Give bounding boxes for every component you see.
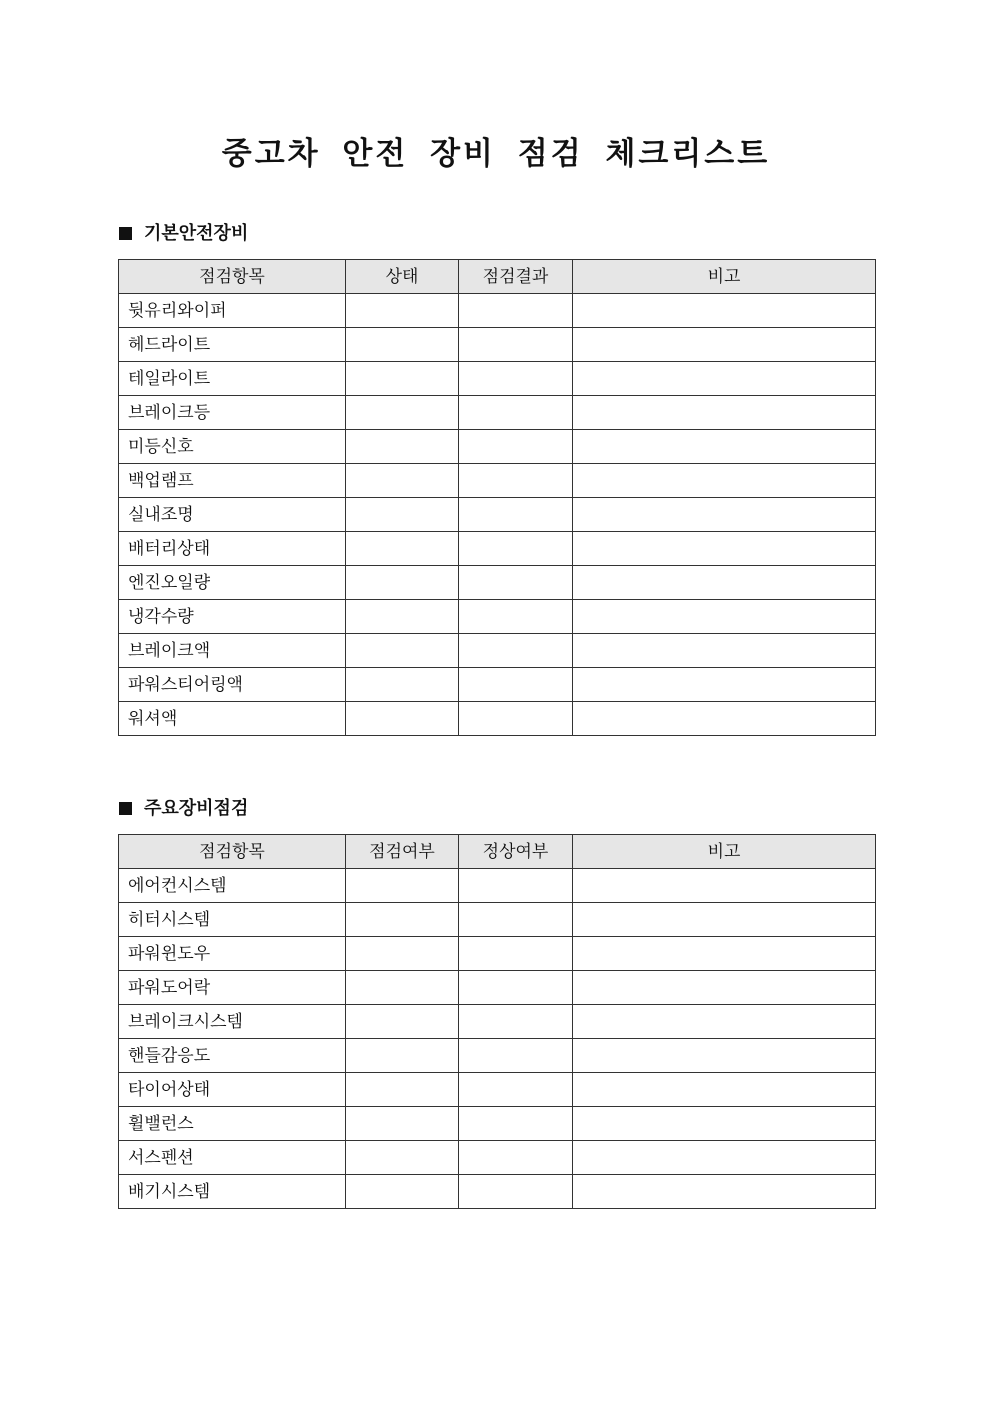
remarks-cell[interactable] [573, 328, 876, 362]
table-row [119, 328, 876, 362]
table-header-row [119, 835, 876, 869]
remarks-cell[interactable] [573, 362, 876, 396]
remarks-cell[interactable] [573, 903, 876, 937]
remarks-cell[interactable] [573, 971, 876, 1005]
check-item-label: 엔진오일량 [119, 566, 346, 600]
check-item-label: 워셔액 [119, 702, 346, 736]
check-item-label: 파워윈도우 [119, 937, 346, 971]
remarks-cell[interactable] [573, 702, 876, 736]
section-heading-basic-safety [119, 222, 248, 246]
check-cell-col3[interactable] [459, 1175, 573, 1209]
column-header-item: 점검항목 [119, 835, 346, 869]
check-cell-col2[interactable] [346, 396, 459, 430]
table-row [119, 903, 876, 937]
check-item-label: 타이어상태 [119, 1073, 346, 1107]
section-heading-label: 주요장비점검 [144, 798, 249, 819]
table-row [119, 362, 876, 396]
remarks-cell[interactable] [573, 396, 876, 430]
check-cell-col3[interactable] [459, 294, 573, 328]
check-item-label: 히터시스템 [119, 903, 346, 937]
check-cell-col3[interactable] [459, 532, 573, 566]
check-item-label: 미등신호 [119, 430, 346, 464]
table-row [119, 668, 876, 702]
table-row [119, 634, 876, 668]
check-cell-col3[interactable] [459, 328, 573, 362]
check-item-label: 서스펜션 [119, 1141, 346, 1175]
remarks-cell[interactable] [573, 1073, 876, 1107]
check-cell-col2[interactable] [346, 668, 459, 702]
check-cell-col2[interactable] [346, 362, 459, 396]
check-cell-col2[interactable] [346, 1107, 459, 1141]
column-header-remarks: 비고 [573, 260, 876, 294]
remarks-cell[interactable] [573, 1107, 876, 1141]
check-item-label: 브레이크액 [119, 634, 346, 668]
square-bullet-icon [119, 802, 132, 815]
check-cell-col2[interactable] [346, 971, 459, 1005]
check-cell-col3[interactable] [459, 430, 573, 464]
check-item-label: 파워스티어링액 [119, 668, 346, 702]
table-row [119, 464, 876, 498]
table-row [119, 600, 876, 634]
table-row [119, 1005, 876, 1039]
check-item-label: 브레이크시스템 [119, 1005, 346, 1039]
check-item-label: 배터리상태 [119, 532, 346, 566]
check-item-label: 배기시스템 [119, 1175, 346, 1209]
check-cell-col3[interactable] [459, 702, 573, 736]
remarks-cell[interactable] [573, 937, 876, 971]
remarks-cell[interactable] [573, 566, 876, 600]
remarks-cell[interactable] [573, 634, 876, 668]
table-row [119, 971, 876, 1005]
check-cell-col2[interactable] [346, 464, 459, 498]
page-title: 중고차 안전 장비 점검 체크리스트 [221, 136, 771, 172]
basic-safety-table [118, 259, 876, 736]
check-cell-col2[interactable] [346, 1073, 459, 1107]
check-cell-col2[interactable] [346, 566, 459, 600]
check-cell-col2[interactable] [346, 600, 459, 634]
column-header-item: 점검항목 [119, 260, 346, 294]
check-cell-col2[interactable] [346, 532, 459, 566]
square-bullet-icon [119, 227, 132, 240]
remarks-cell[interactable] [573, 668, 876, 702]
check-cell-col2[interactable] [346, 702, 459, 736]
check-cell-col3[interactable] [459, 971, 573, 1005]
check-cell-col3[interactable] [459, 634, 573, 668]
check-item-label: 테일라이트 [119, 362, 346, 396]
check-item-label: 파워도어락 [119, 971, 346, 1005]
column-header-result: 점검결과 [459, 260, 573, 294]
table-row [119, 396, 876, 430]
table-row [119, 1039, 876, 1073]
check-cell-col3[interactable] [459, 1073, 573, 1107]
check-cell-col3[interactable] [459, 362, 573, 396]
check-cell-col2[interactable] [346, 328, 459, 362]
check-cell-col2[interactable] [346, 1175, 459, 1209]
table-row [119, 702, 876, 736]
remarks-cell[interactable] [573, 869, 876, 903]
column-header-status: 상태 [346, 260, 459, 294]
table-row [119, 430, 876, 464]
check-cell-col2[interactable] [346, 294, 459, 328]
remarks-cell[interactable] [573, 1175, 876, 1209]
check-cell-col3[interactable] [459, 668, 573, 702]
table-row [119, 498, 876, 532]
remarks-cell[interactable] [573, 532, 876, 566]
check-item-label: 헤드라이트 [119, 328, 346, 362]
check-cell-col3[interactable] [459, 566, 573, 600]
check-cell-col2[interactable] [346, 634, 459, 668]
check-cell-col3[interactable] [459, 903, 573, 937]
check-cell-col2[interactable] [346, 1039, 459, 1073]
check-cell-col3[interactable] [459, 869, 573, 903]
check-cell-col2[interactable] [346, 903, 459, 937]
column-header-checked: 점검여부 [346, 835, 459, 869]
section-heading-main-equipment [119, 797, 248, 821]
check-cell-col3[interactable] [459, 600, 573, 634]
check-cell-col2[interactable] [346, 1141, 459, 1175]
check-cell-col3[interactable] [459, 1107, 573, 1141]
main-equipment-table [118, 834, 876, 1209]
remarks-cell[interactable] [573, 1141, 876, 1175]
section-heading-label: 기본안전장비 [144, 223, 249, 244]
check-cell-col2[interactable] [346, 937, 459, 971]
remarks-cell[interactable] [573, 1005, 876, 1039]
table-row [119, 532, 876, 566]
check-cell-col3[interactable] [459, 1141, 573, 1175]
remarks-cell[interactable] [573, 498, 876, 532]
remarks-cell[interactable] [573, 430, 876, 464]
check-item-label: 냉각수량 [119, 600, 346, 634]
check-item-label: 핸들감응도 [119, 1039, 346, 1073]
check-cell-col3[interactable] [459, 464, 573, 498]
check-cell-col3[interactable] [459, 396, 573, 430]
table-row [119, 1107, 876, 1141]
check-item-label: 뒷유리와이퍼 [119, 294, 346, 328]
check-item-label: 에어컨시스템 [119, 869, 346, 903]
column-header-normal: 정상여부 [459, 835, 573, 869]
column-header-remarks: 비고 [573, 835, 876, 869]
table-row [119, 937, 876, 971]
table-row [119, 1073, 876, 1107]
check-cell-col2[interactable] [346, 1005, 459, 1039]
table-row [119, 1141, 876, 1175]
table-row [119, 294, 876, 328]
table-header-row [119, 260, 876, 294]
table-row [119, 869, 876, 903]
check-cell-col2[interactable] [346, 869, 459, 903]
check-item-label: 백업램프 [119, 464, 346, 498]
table-row [119, 1175, 876, 1209]
remarks-cell[interactable] [573, 294, 876, 328]
check-cell-col2[interactable] [346, 430, 459, 464]
remarks-cell[interactable] [573, 464, 876, 498]
check-cell-col3[interactable] [459, 1039, 573, 1073]
check-cell-col2[interactable] [346, 498, 459, 532]
table-row [119, 566, 876, 600]
check-item-label: 휠밸런스 [119, 1107, 346, 1141]
remarks-cell[interactable] [573, 600, 876, 634]
check-cell-col3[interactable] [459, 498, 573, 532]
check-cell-col3[interactable] [459, 937, 573, 971]
remarks-cell[interactable] [573, 1039, 876, 1073]
check-item-label: 브레이크등 [119, 396, 346, 430]
check-cell-col3[interactable] [459, 1005, 573, 1039]
check-item-label: 실내조명 [119, 498, 346, 532]
